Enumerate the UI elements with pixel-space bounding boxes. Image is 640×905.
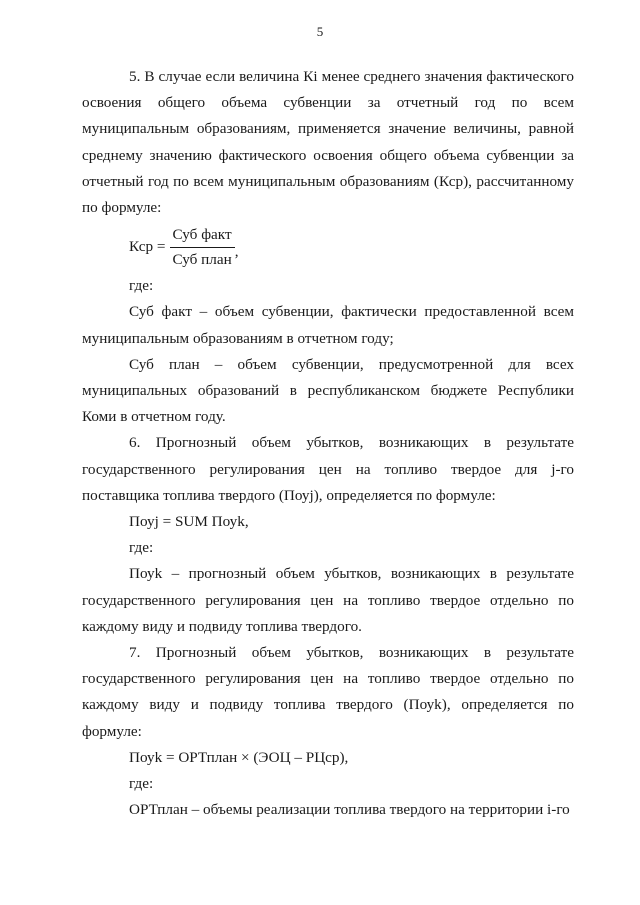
formula-kcp-lhs: Кср = — [129, 238, 166, 256]
formula-pouj: Поуj = SUM Поуk, — [129, 513, 249, 531]
page-number: 5 — [316, 24, 324, 39]
paragraph-7: 7. Прогнозный объем убытков, возникающих в результате государственного регулирования цен на топливо твердое отдельно по каждому виду и подвиду топлива твердого (Поуk), определяется по формуле: — [82, 644, 574, 740]
definition-sub-plan: Суб план – объем субвенции, предусмотренной для всех муниципальных образований в республиканском бюджете Республики Коми в отчетном году. — [82, 355, 574, 426]
document-body — [82, 64, 574, 823]
where-label-2: где: — [129, 539, 154, 557]
paragraph-6: 6. Прогнозный объем убытков, возникающих в результате государственного регулирования цен на топливо твердое для j-го поставщика топлива твердого (Поуj), определяется по формуле: — [82, 434, 574, 504]
formula-kcp-suffix: , — [234, 243, 239, 261]
definition-pouk: Поуk – прогнозный объем убытков, возникающих в результате государственного регулирования цен на топливо твердое отдельно по каждому виду и подвиду топлива твердого. — [82, 565, 574, 635]
where-label-3: где: — [129, 775, 154, 793]
formula-kcp-denominator: Суб план — [172, 250, 232, 268]
definition-sub-fact: Суб факт – объем субвенции, фактически предоставленной всем муниципальным образованиям в отчетном году; — [82, 303, 574, 347]
formula-pouk: Поуk = ОРТплан × (ЭОЦ – РЦср), — [129, 748, 349, 766]
paragraph-5: 5. В случае если величина Кi менее среднего значения фактического освоения общего объема субвенции за отчетный год по всем муниципальным образованиям, применяется значение величины, равной среднему значению фактического освоения общего объема субвенции за отчетный год по всем муниципальным образованиям (Кср), рассчитанному по формуле: — [82, 68, 574, 217]
where-label-1: где: — [129, 277, 154, 295]
definition-ort-plan: ОРТплан – объемы реализации топлива твердого на территории i-го — [129, 801, 570, 819]
formula-kcp-fraction — [169, 224, 234, 271]
formula-kcp-numerator: Суб факт — [170, 224, 235, 248]
formula-kcp — [82, 221, 574, 273]
